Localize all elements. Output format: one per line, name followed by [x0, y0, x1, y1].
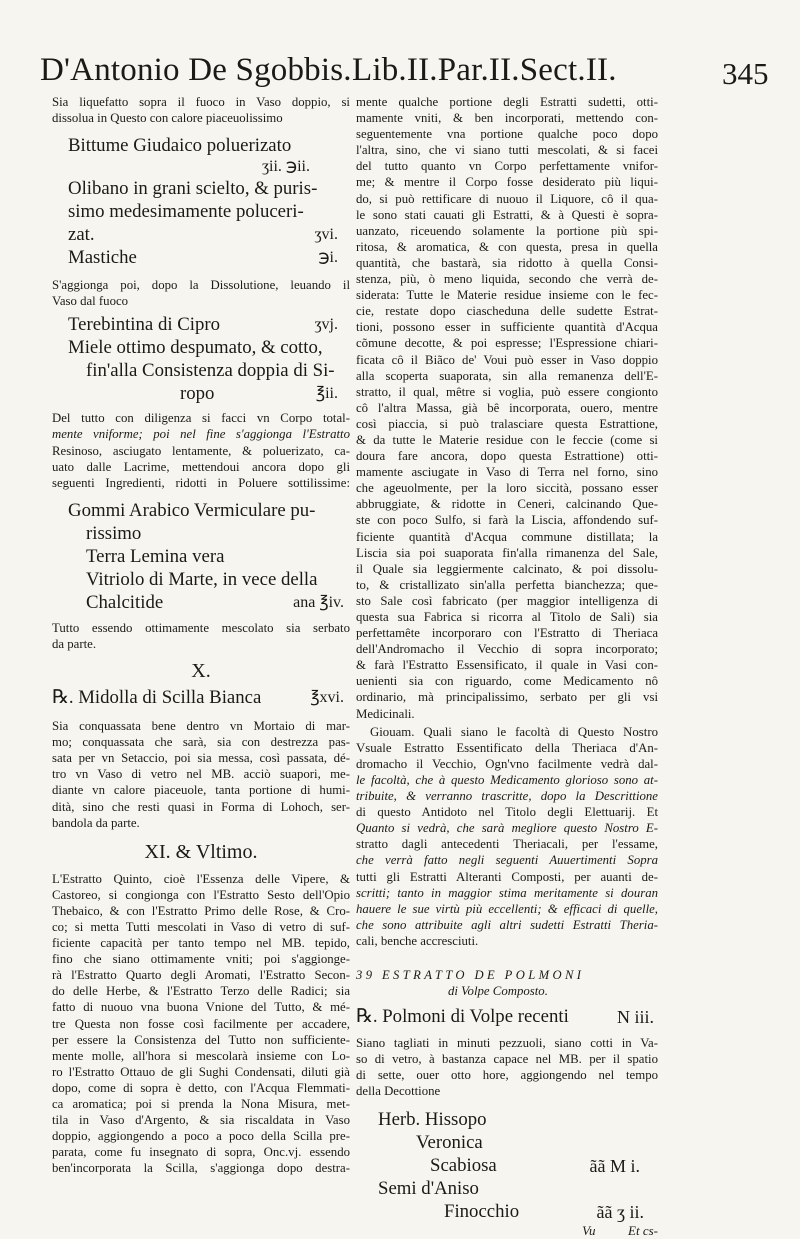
text-line: seguentemente vna portione qualche poco dopo — [356, 127, 658, 142]
ingredient-line: Mastiche — [68, 247, 137, 269]
text-line: Resinoso, asciugato lentamente, & poluerizato, ca- — [52, 443, 350, 458]
ingredient-dose: ãã ʒ ii. — [596, 1201, 644, 1222]
text-line: abbruggiate, & ridotte in Ceneri, calcinando Que- — [356, 497, 658, 512]
text-line: le sono stati cauati gli Estratti, & à Questi è sopra- — [356, 207, 658, 222]
text-line: me; & mentre il Corpo fosse desiderato più liqui- — [356, 175, 658, 190]
text-line: questa sua Fabrica si ricorra al Titolo de Sali) sia — [356, 610, 658, 624]
recipe-heading-39 — [356, 967, 658, 999]
text-line: mente vniforme; poi nel fine s'aggionga l'Estratto — [52, 427, 350, 442]
ingredient-line: Vitriolo di Marte, in vece della — [86, 568, 318, 590]
text-line: Sia conquassata bene dentro vn Mortaio di mar- — [52, 719, 350, 734]
text-line: Vsuale Estratto Essentificato della Theriaca d'An- — [356, 740, 658, 755]
recipe-ingredients-3 — [52, 499, 350, 614]
text-line: tribuite, & verranno trascritte, dopo la Descrittione — [356, 789, 658, 804]
text-line: alla scoperta suaporata, sin alla remanenza dell'E- — [356, 368, 658, 383]
header-author: D'Antonio De Sgobbis. — [40, 52, 352, 88]
ingredient-line: Chalcitide — [86, 591, 164, 613]
text-line: mente qualche portione degli Estratti sudetti, otti- — [356, 95, 658, 109]
ingredient-line: ropo — [180, 383, 215, 405]
recipe-ingredients-2 — [52, 313, 350, 405]
ingredient-line: Bittume Giudaico poluerizato — [68, 135, 292, 157]
text-line: uenienti sia con riguardo, come Medicamento nô — [356, 674, 658, 689]
header-section: Lib.II.Par.II.Sect.II. — [352, 52, 617, 88]
ingredient-line: Herb. Hissopo — [378, 1108, 487, 1130]
text-line: Sia liquefatto sopra il fuoco in Vaso doppio, si — [52, 95, 350, 109]
text-line: seguenti Ingredienti, ridotti in Poluere sottilissime: — [52, 475, 350, 490]
continuation-paragraph — [356, 94, 658, 722]
method-paragraph — [52, 410, 350, 490]
text-line: per essere la Consistenza del Tutto non sufficiente- — [52, 1032, 350, 1047]
text-line: ficiente capacità per tanto tempo nel MB. tepido, — [52, 936, 350, 951]
text-line: bandola da parte. — [52, 815, 140, 830]
text-line: Medicinali. — [356, 706, 415, 721]
text-line: stenza, più, ò meno liquida, secondo che verrà de- — [356, 272, 658, 287]
text-line: tre Questa non fosse così facilmente per accadere, — [52, 1016, 350, 1031]
ingredient-dose: ℥xvi. — [310, 689, 344, 707]
text-line: che ageuolmente, per la loro siccità, possano esser — [356, 481, 658, 496]
text-line: cõmune decotte, & poi espresse; l'Espressione chiari- — [356, 336, 658, 351]
text-line: parata, come fu insegnato di sopra, Onc.vj. essendo — [52, 1145, 350, 1160]
ingredient-dose: ʒvj. — [314, 316, 338, 334]
text-line: Vaso dal fuoco — [52, 294, 129, 309]
text-line: doppio, aggiongendo a poco a poco della Scilla pre- — [52, 1129, 350, 1144]
intro-paragraph — [52, 94, 350, 126]
text-line: Thebaico, & con l'Estratto Primo delle Rose, & Cro- — [52, 903, 350, 918]
right-column — [356, 94, 658, 1239]
ingredient-line: Scabiosa — [430, 1154, 497, 1176]
storage-paragraph — [52, 620, 350, 652]
catchwords: Vu Et cs- — [582, 1222, 658, 1238]
text-line: ficata cô il Biãco de' Voui può esser in Vaso doppio — [356, 352, 658, 367]
text-line: so di vetro, à bastanza capace nel MB. per il spatio — [356, 1052, 658, 1067]
text-line: fino che siano ottimamente vniti; poi s'aggionge- — [52, 952, 350, 967]
text-line: do, si può rettificare di nuouo il Liquore, cô il qua- — [356, 191, 658, 206]
ingredient-line: fin'alla Consistenza doppia di Si- — [86, 360, 335, 382]
text-line: sata per vn Setaccio, poi sia messa, così passata, dé- — [52, 751, 350, 766]
text-line: sto Sale così fabricato (per maggior intelligenza di — [356, 593, 658, 608]
text-line: quantità, che bastarà, sia ridotto à quella Consi- — [356, 255, 658, 270]
text-line: ro l'Estratto Ottauo de gli Sughi Condensati, diluti già — [52, 1064, 350, 1079]
text-line: dopo, come di sopra è detto, con l'Acqua Flemmati- — [52, 1080, 350, 1095]
ingredient-dose: ʒvi. — [314, 226, 338, 244]
text-line: tutti gli Estratti Alteranti Composti, per auanti de- — [356, 869, 658, 884]
text-line: mamente asciugate in Vaso di Terra nel forno, sino — [356, 465, 658, 480]
text-line: l'altra, sino, che vi siano tutti mescolati, & si facei — [356, 143, 658, 158]
text-line: uato dalle Lacrime, mettendoui ancora dopo gli — [52, 459, 350, 474]
dialogue-paragraph — [356, 724, 658, 949]
text-line: L'Estratto Quinto, cioè l'Essenza delle Vipere, & — [52, 871, 350, 886]
text-line: & da tutte le Materie residue con le feccie (come si — [356, 432, 658, 447]
polmoni-paragraph — [356, 1035, 658, 1099]
text-line: tila in Vaso d'Argento, & sia riscaldata in Vaso — [52, 1113, 350, 1128]
text-line: scritti; tanto in maggior stima meritamente si douran — [356, 885, 658, 900]
text-line: Liscia sia poi suaporata fin'alla rimanenza del Sale, — [356, 545, 658, 560]
text-line: Quanto si vedrà, che sarà megliore questo Nostro E- — [356, 821, 658, 836]
text-line: che sono attribuite agli altri sudetti Estratti Theria- — [356, 917, 658, 932]
note-paragraph — [52, 277, 350, 309]
ingredient-line: Terebintina di Cipro — [68, 314, 221, 336]
ingredient-line: ℞. Polmoni di Volpe recenti — [356, 1006, 569, 1028]
text-line: ficiente quantità d'Acqua commune distillata; la — [356, 529, 658, 544]
text-line: ben'incorporata la Scilla, s'aggionga dopo destra- — [52, 1161, 350, 1176]
scilla-paragraph — [52, 718, 350, 831]
left-column — [52, 94, 350, 1176]
text-line: rà l'Estratto Quarto degli Aromati, l'Estratto Secon- — [52, 968, 350, 983]
text-line: tioni, possono esser in sufficiente quantità d'Acqua — [356, 320, 658, 335]
ingredient-line: Terra Lemina vera — [86, 545, 225, 567]
ingredient-line: Miele ottimo despumato, & cotto, — [68, 337, 323, 359]
text-line: di sette, ouer otto hore, aggiongendo nel tempo — [356, 1068, 658, 1083]
text-line: dell'Andromacho il Vecchio di sopra incorporato; — [356, 642, 658, 657]
text-line: fatto di nuouo vna buona Vnione del Tutto, & mé- — [52, 1000, 350, 1015]
scilla-ingredient — [52, 686, 350, 712]
text-line: dissolua in Questo con calore piaceuolissimo — [52, 111, 283, 126]
text-line: del tutto quanto vn Corpo perfettamente vnifor- — [356, 159, 658, 174]
text-line: cali, benche accresciuti. — [356, 933, 479, 948]
ingredient-line: Semi d'Aniso — [378, 1177, 479, 1199]
text-line: della Decottione — [356, 1084, 441, 1099]
section-heading-xi: XI. & Vltimo. — [144, 840, 258, 863]
text-line: doura fare ancora, dopo questa Estrattione) otti- — [356, 449, 658, 464]
text-line: S'aggionga poi, dopo la Dissolutione, leuando il — [52, 278, 350, 293]
text-line: perfettamête incorporaro con l'Estratto di Theriaca — [356, 626, 658, 641]
text-line: diante vn calore piaceuole, tanta portione di humi- — [52, 783, 350, 798]
text-line: dità, sino che resti quasi in Forma di Lohoch, ser- — [52, 799, 350, 814]
text-line: ordinario, mà principalissimo, serbato per gli vsi — [356, 690, 658, 705]
text-line: che verrà fatto negli seguenti Auuertimenti Sopra — [356, 853, 658, 868]
text-line: così piaccia, si può tralasciare questa Estrattione, — [356, 416, 658, 431]
ingredient-dose: ʒii. ℈ii. — [261, 158, 310, 176]
text-line: hauere le sue virtù più eccellenti; & efficaci di quelle, — [356, 901, 658, 916]
text-line: mamente vniti, & ben incorporati, mettendo con- — [356, 111, 658, 126]
ingredient-dose: ℈i. — [318, 249, 338, 267]
ingredient-dose: ana ℥iv. — [293, 593, 344, 611]
ingredient-line: rissimo — [86, 522, 142, 544]
text-line: cô l'altra Massa, già bê incorporata, ouero, mentre — [356, 400, 658, 415]
recipe-ingredients-39 — [356, 1108, 658, 1239]
ingredient-line: simo medesimamente poluceri- — [68, 201, 304, 223]
ingredient-dose: N iii. — [616, 1007, 654, 1028]
recipe-subtitle: di Volpe Composto. — [448, 984, 548, 999]
text-line: dromacho il Vecchio, Ogn'vno facilmente vedrà dal- — [356, 756, 658, 771]
recipe-title: 39 ESTRATTO DE POLMONI — [356, 967, 585, 982]
ingredient-line: zat. — [68, 224, 95, 246]
text-line: to, & cristallizato sin'alla perfetta bianchezza; que- — [356, 577, 658, 592]
text-line: Del tutto con diligenza si facci vn Corpo total- — [52, 411, 350, 426]
ingredient-line: ℞. Midolla di Scilla Bianca — [52, 687, 262, 709]
text-line: stratto, il qual, mêtre si voglia, può essere congionto — [356, 384, 658, 399]
text-line: & farà l'Estratto Essensificato, il quale in Vasi con- — [356, 658, 658, 673]
text-line: le facoltà, che à questo Medicamento glorioso sono at- — [356, 772, 658, 787]
text-line: Giouam. Quali siano le facoltà di Questo Nostro — [370, 724, 658, 739]
text-line: tro vn Vaso di vetro nel MB. acciò suapori, me- — [52, 767, 350, 782]
text-line: ca aromatica; poi si prenda la Nona Misura, met- — [52, 1097, 350, 1111]
final-paragraph — [52, 871, 350, 1177]
section-heading-x: X. — [191, 660, 211, 683]
ingredient-line: Finocchio — [444, 1200, 520, 1222]
text-line: ritosa, & aromatica, & con questa, presa in quella — [356, 239, 658, 254]
text-line: Siano tagliati in minuti pezzuoli, siano cotti in Va- — [356, 1036, 658, 1051]
polmoni-ingredient — [356, 1005, 658, 1031]
text-line: da parte. — [52, 636, 97, 651]
text-line: Tutto essendo ottimamente mescolato sia serbato — [52, 620, 350, 635]
text-line: ste con poco Sulfo, si farà la Liscia, affondendo suf- — [356, 513, 658, 528]
text-line: il Quale sia leggiermente calcinato, & poi dissolu- — [356, 561, 658, 576]
text-line: stratto dagli antecedenti Theriacali, per l'essame, — [356, 837, 658, 852]
text-line: siderata: Tutte le Materie residue insieme con le fec- — [356, 288, 658, 303]
text-line: cie, restate dopo ciascheduna delle sudette Estrat- — [356, 304, 658, 319]
page-number: 345 — [722, 56, 769, 91]
text-line: mo; conquassata che sarà, sia con destrezza pas- — [52, 735, 350, 750]
text-line: co; si metta Tutti mescolati in Vaso di vetro di suf- — [52, 919, 350, 934]
text-line: Castoreo, si congionga con l'Estratto Sesto dell'Opio — [52, 887, 350, 902]
ingredient-line: Olibano in grani scielto, & puris- — [68, 178, 318, 200]
ingredient-dose: ℥ii. — [315, 385, 338, 403]
text-line: mente molle, all'hora si mescolarà insieme con Lo- — [52, 1048, 350, 1063]
text-line: di questo Antidoto nel Titolo degli Elettuarij. Et — [356, 805, 658, 820]
ingredient-dose: ãã M i. — [589, 1155, 640, 1176]
ingredient-line: Veronica — [416, 1131, 483, 1153]
text-line: uanzato, riceuendo solamente la portione più spi- — [356, 223, 658, 238]
recipe-ingredients-1 — [52, 134, 350, 269]
ingredient-line: Gommi Arabico Vermiculare pu- — [68, 499, 316, 521]
text-line: do delle Herbe, & l'Estratto Terzo delle Radici; sia — [52, 984, 350, 999]
